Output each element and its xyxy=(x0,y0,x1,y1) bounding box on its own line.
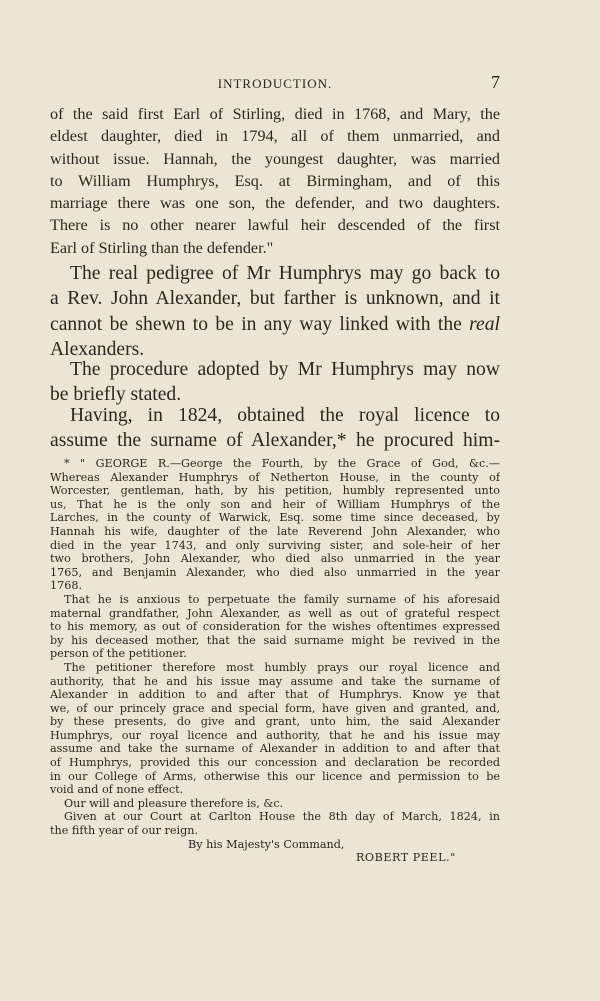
footnote-line: Larches, in the county of Warwick, Esq. some time since deceased, by xyxy=(50,511,500,525)
text-line: The real pedigree of Mr Humphrys may go back to xyxy=(70,263,500,284)
footnote-line: maternal grandfather, John Alexander, as well as out of grateful respect xyxy=(50,606,500,620)
text-line: There is no other nearer lawful heir descended of the first xyxy=(50,216,500,235)
footnote-line: us, That he is the only son and heir of William Humphrys of the xyxy=(50,497,500,511)
quoted-passage xyxy=(50,103,500,259)
footnote-line: That he is anxious to perpetuate the family surname of his aforesaid xyxy=(64,592,500,606)
footnote-line: authority, that he and his issue may assume and take the surname of xyxy=(50,674,500,688)
footnote-line: in our College of Arms, otherwise this our licence and permission to be xyxy=(50,769,500,783)
footnote-line: Given at our Court at Carlton House the 8th day of March, 1824, in xyxy=(64,810,500,824)
footnote-line: to his memory, as out of consideration for the wishes oftentimes expressed xyxy=(50,620,500,634)
footnote-line: * " GEORGE R.—George the Fourth, by the Grace of God, &c.— xyxy=(64,457,500,470)
footnote-line: two brothers, John Alexander, who died also unmarried in the year xyxy=(50,552,500,566)
footnote xyxy=(50,457,500,865)
page-number: 7 xyxy=(491,72,500,92)
text-line: Having, in 1824, obtained the royal licence to xyxy=(70,405,500,426)
text-line: assume the surname of Alexander,* he procured him- xyxy=(50,430,500,452)
footnote-line: assume and take the surname of Alexander in addition to and after that xyxy=(50,742,500,756)
footnote-line: 1765, and Benjamin Alexander, who died also unmarried in the year xyxy=(50,565,500,579)
text-line: Earl of Stirling than the defender." xyxy=(50,238,274,257)
footnote-line: void and of none effect. xyxy=(50,783,184,797)
text-line: of the said first Earl of Stirling, died in 1768, and Mary, the xyxy=(50,105,500,123)
paragraph-pedigree xyxy=(50,261,500,362)
footnote-line: Our will and pleasure therefore is, &c. xyxy=(64,796,284,810)
text-line: The procedure adopted by Mr Humphrys may now xyxy=(70,359,500,380)
text-line: without issue. Hannah, the youngest daughter, was married xyxy=(50,149,500,168)
text-line: be briefly stated. xyxy=(50,384,182,406)
paragraph-procedure xyxy=(50,357,500,408)
running-header xyxy=(50,72,500,96)
text-line: Alexanders. xyxy=(50,338,145,360)
footnote-line: Hannah his wife, daughter of the late Reverend John Alexander, who xyxy=(50,524,500,538)
footnote-line: died in the year 1743, and only surviving sister, and sole-heir of her xyxy=(50,538,500,552)
footnote-line: we, of our princely grace and special form, have given and granted, and, xyxy=(50,701,500,715)
footnote-line: Worcester, gentleman, hath, by his petition, humbly represented unto xyxy=(50,484,500,498)
text-line: marriage there was one son, the defender, and two daughters. xyxy=(50,194,500,213)
footnote-line: the fifth year of our reign. xyxy=(50,824,198,838)
footnote-line: Whereas Alexander Humphrys of Netherton House, in the county of xyxy=(50,470,500,484)
footnote-line: The petitioner therefore most humbly prays our royal licence and xyxy=(64,660,500,674)
footnote-line: Humphrys, our royal licence and authority, that he and his issue may xyxy=(50,728,500,742)
footnote-line: person of the petitioner. xyxy=(50,647,187,661)
footnote-line: By his Majesty's Command, xyxy=(188,837,345,851)
text-line: to William Humphrys, Esq. at Birmingham, and of this xyxy=(50,171,500,190)
italic-word: real xyxy=(469,313,500,335)
footnote-line: by these presents, do give and grant, unto him, the said Alexander xyxy=(50,715,500,729)
footnote-line: by his deceased mother, that the said surname might be revived in the xyxy=(50,633,500,647)
running-title: INTRODUCTION. xyxy=(217,76,333,91)
text-line: a Rev. John Alexander, but farther is unknown, and it xyxy=(50,288,500,310)
text-line: eldest daughter, died in 1794, all of them unmarried, and xyxy=(50,127,500,146)
footnote-line: 1768. xyxy=(50,579,83,593)
text-line xyxy=(50,312,500,337)
text-run: cannot be shewn to be in any way linked with the xyxy=(50,313,470,335)
paragraph-licence xyxy=(50,403,500,454)
footnote-line: of Humphrys, provided this our concession and declaration be recorded xyxy=(50,756,500,770)
signature-line: ROBERT PEEL." xyxy=(356,851,456,865)
footnote-line: Alexander in addition to and after that of Humphrys. Know ye that xyxy=(50,688,500,702)
